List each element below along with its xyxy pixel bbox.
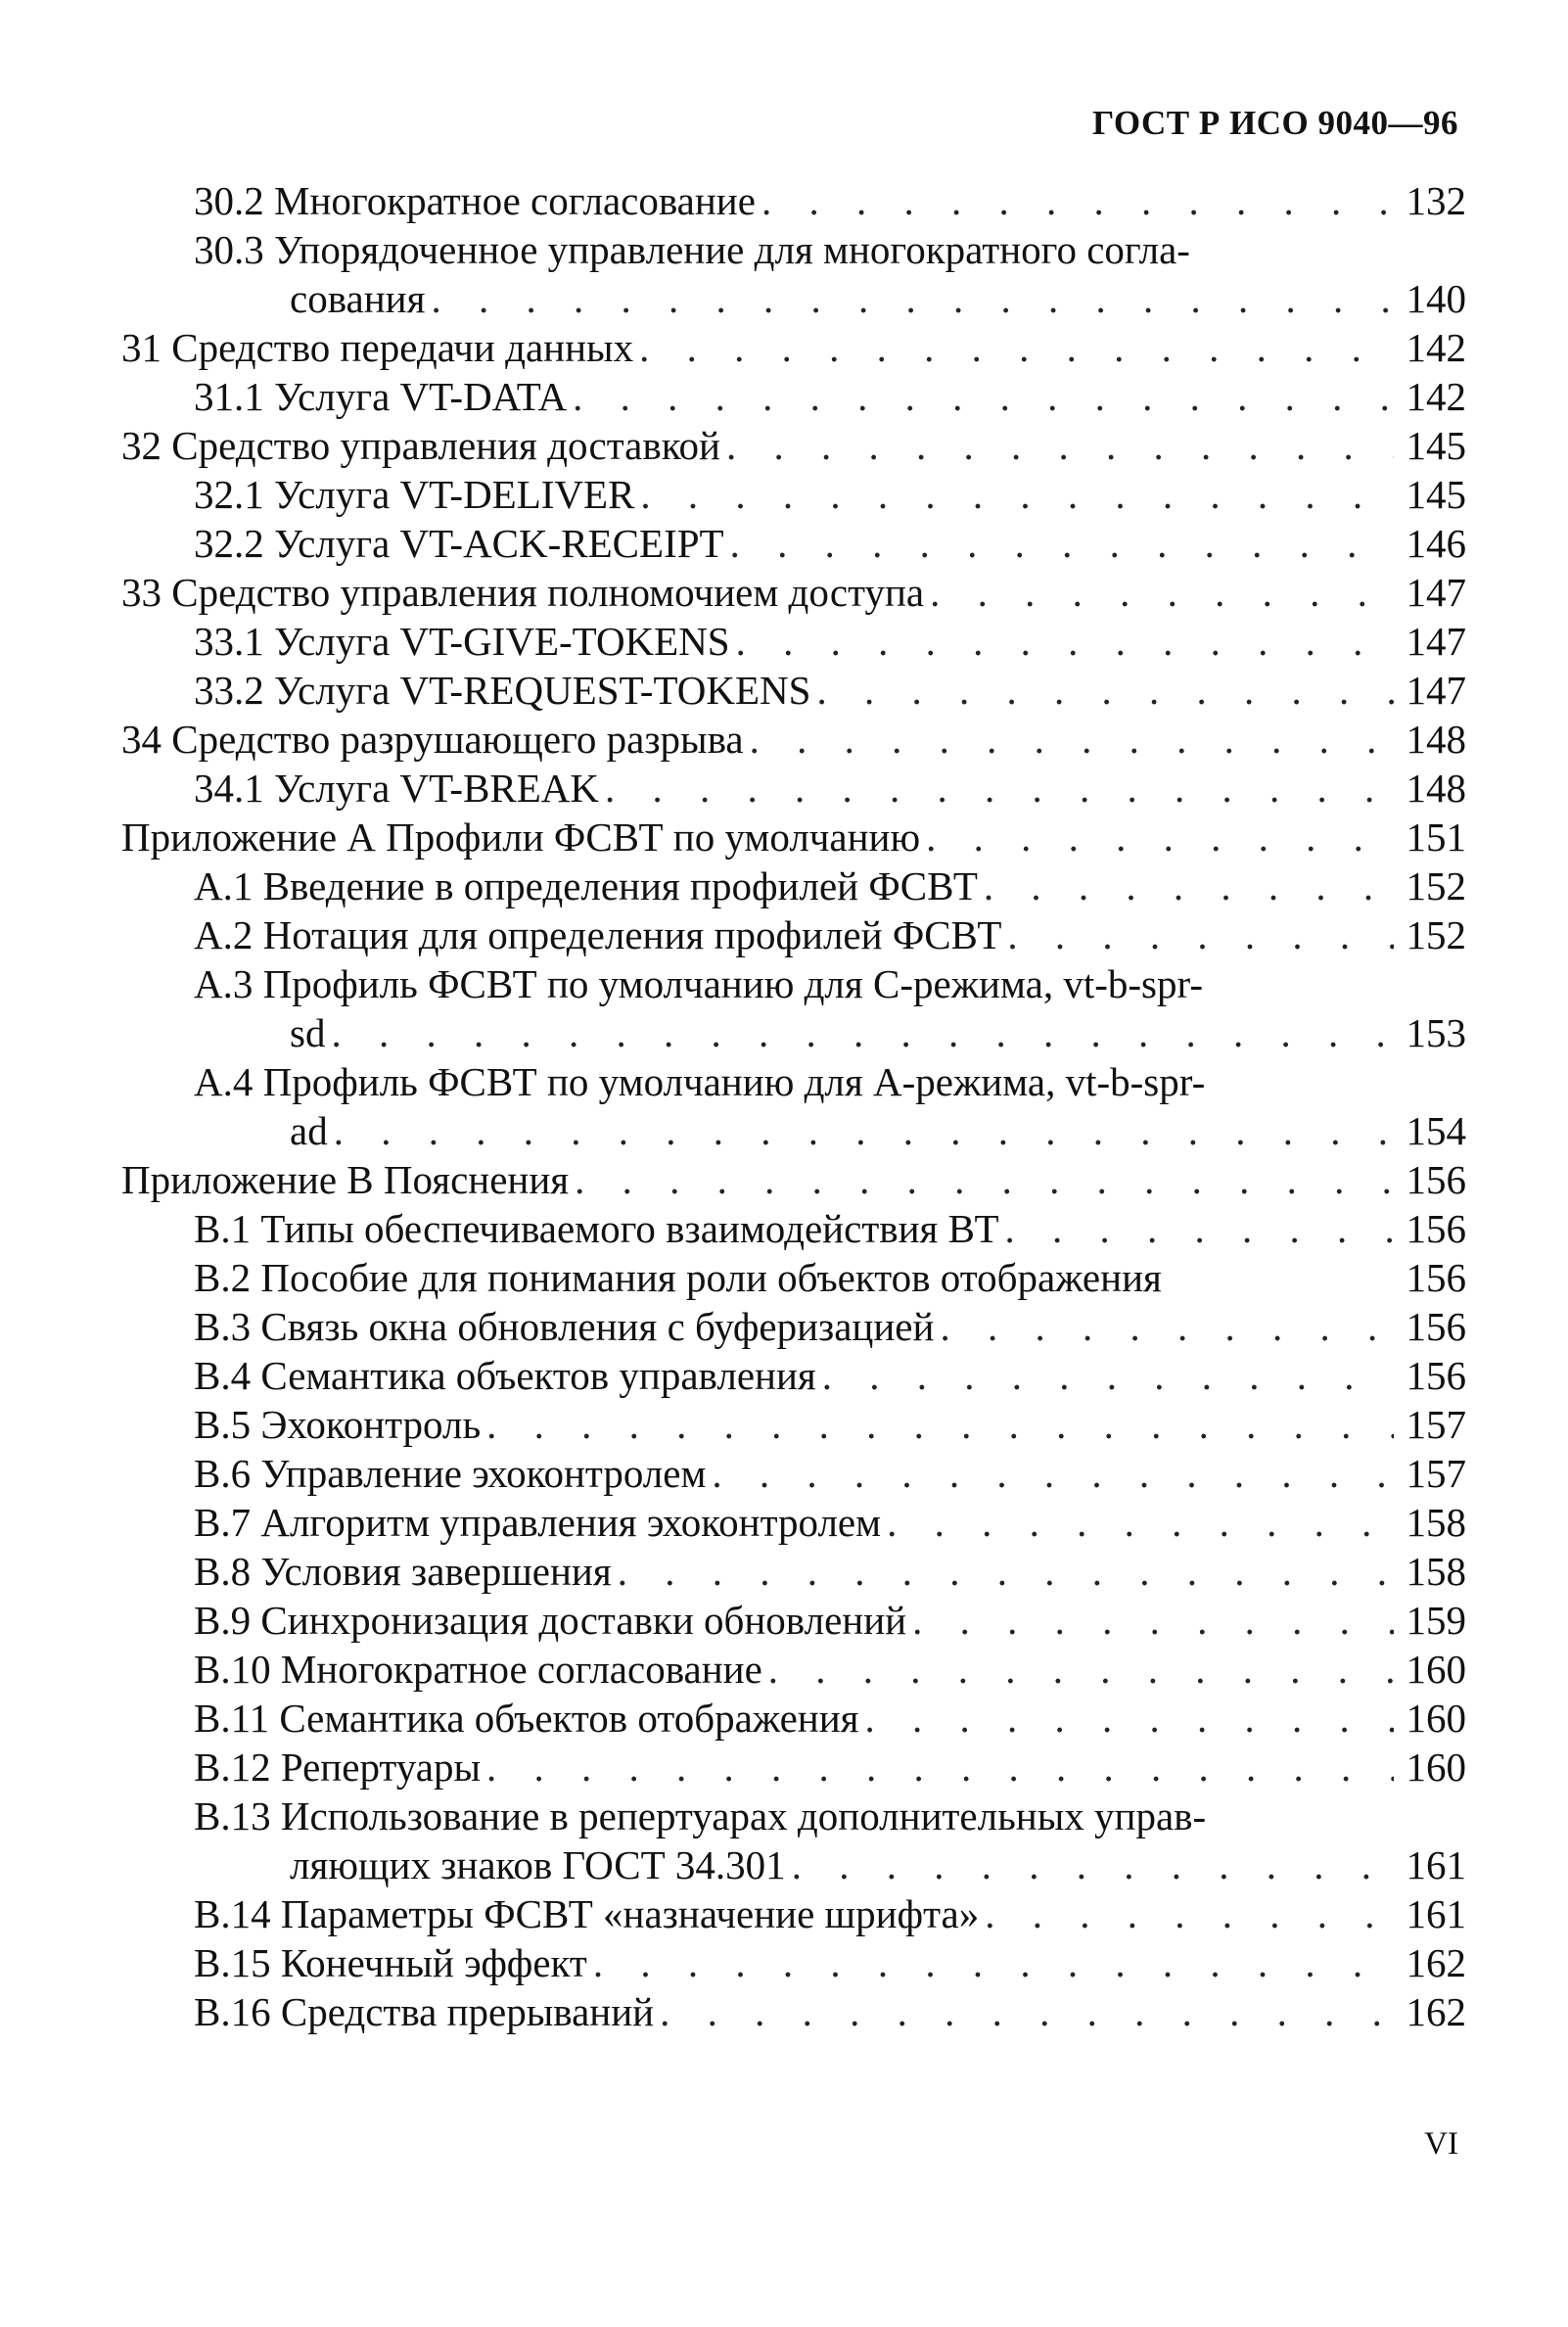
toc-page-number: 148 [1406,717,1466,762]
dot-leader [926,813,1394,861]
toc-page-number: 142 [1406,374,1466,419]
toc-entry-title: В.16 Средства прерываний [194,1989,655,2034]
toc-entry-title: В.5 Эхоконтроль [194,1402,482,1447]
toc-subsection-entry [121,1253,1466,1302]
dot-leader [792,1840,1394,1889]
dot-leader [816,666,1394,715]
toc-subsection-entry [121,1057,1466,1155]
toc-section-entry [121,323,1466,372]
toc-page-number: 160 [1406,1647,1466,1692]
toc-subsection-entry [121,1204,1466,1253]
dot-leader [573,372,1394,421]
toc-page-number: 145 [1406,423,1466,468]
toc-subsection-entry [121,1547,1466,1596]
dot-leader [768,1645,1394,1694]
toc-entry-title: А.1 Введение в определения профилей ФСВТ [194,863,978,908]
dot-leader [640,470,1394,519]
toc-subsection-entry [121,617,1466,666]
toc-subsection-entry [121,959,1466,1057]
dot-leader [985,1889,1394,1938]
dot-leader [736,617,1394,666]
toc-page-number: 147 [1406,619,1466,664]
toc-entry-title: В.3 Связь окна обновления с буферизацией [194,1304,935,1349]
toc-subsection-entry [121,1889,1466,1938]
toc-entry-title: 32 Средство управления доставкой [121,423,720,468]
toc-page-number: 157 [1406,1402,1466,1447]
toc-entry-title: 33.2 Услуга VT-REQUEST-TOKENS [194,668,811,713]
toc-entry-title: В.12 Репертуары [194,1745,481,1790]
running-header: ГОСТ Р ИСО 9040—96 [1091,104,1458,142]
toc-entry-title: В.1 Типы обеспечиваемого взаимодействия ВТ [194,1206,999,1251]
toc-section-entry [121,421,1466,470]
dot-leader [1005,1204,1394,1253]
toc-page-number: 147 [1406,668,1466,713]
toc-subsection-entry [121,1743,1466,1792]
toc-page-number: 153 [1406,1010,1466,1055]
toc-subsection-entry [121,1792,1466,1889]
dot-leader [331,1008,1394,1057]
dot-leader [912,1596,1394,1645]
toc-page-number: 152 [1406,912,1466,957]
toc-entry-title-line1: 30.3 Упорядоченное управление для многократного согла- [194,227,1190,272]
dot-leader [726,421,1394,470]
toc-page-number: 132 [1406,178,1466,223]
toc-subsection-entry [121,666,1466,715]
toc-page-number: 156 [1406,1157,1466,1202]
toc-entry-title: 32.1 Услуга VT-DELIVER [194,472,635,517]
toc-entry-title-line1: А.4 Профиль ФСВТ по умолчанию для А-режима, vt-b-spr- [194,1059,1206,1104]
dot-leader [712,1449,1394,1498]
toc-entry-title: ляющих знаков ГОСТ 34.301 [290,1842,786,1887]
dot-leader [930,568,1394,617]
toc-entry-title: сования [290,276,426,321]
toc-page-number: 158 [1406,1549,1466,1594]
toc-entry-title: Приложение В Пояснения [121,1157,570,1202]
toc-entry-title: В.10 Многократное согласование [194,1647,762,1692]
toc-subsection-entry [121,910,1466,959]
toc-page-number: 160 [1406,1696,1466,1741]
toc-subsection-entry [121,470,1466,519]
toc-subsection-entry [121,1498,1466,1547]
dot-leader [940,1302,1394,1351]
toc-subsection-entry [121,861,1466,910]
toc-entry-title: Приложение А Профили ФСВТ по умолчанию [121,814,921,860]
toc-entry-title: В.14 Параметры ФСВТ «назначение шрифта» [194,1891,980,1936]
dot-leader [334,1106,1394,1155]
toc-entry-title: 31 Средство передачи данных [121,325,634,370]
toc-page-number: 140 [1406,276,1466,321]
toc-page-number: 161 [1406,1891,1466,1936]
toc-entry-title: sd [290,1010,326,1055]
dot-leader [750,715,1394,764]
toc-page-number: 160 [1406,1745,1466,1790]
toc-entry-title: В.6 Управление эхоконтролем [194,1451,707,1496]
toc-entry-title: 31.1 Услуга VT-DATA [194,374,568,419]
dot-leader [486,1400,1394,1449]
table-of-contents [121,176,1466,2036]
dot-leader [431,274,1394,323]
dot-leader [730,519,1394,568]
dot-leader [822,1351,1394,1400]
toc-entry-title-line1: В.13 Использование в репертуарах дополнительных управ- [194,1793,1207,1838]
toc-entry-title: В.15 Конечный эффект [194,1940,587,1985]
toc-page-number: 156 [1406,1304,1466,1349]
dot-leader [660,1987,1394,2036]
dot-leader [984,861,1394,910]
toc-subsection-entry [121,1694,1466,1743]
dot-leader [605,764,1394,813]
toc-page-number: 152 [1406,863,1466,908]
dot-leader [593,1938,1394,1987]
toc-subsection-entry [121,176,1466,225]
dot-leader [865,1694,1394,1743]
toc-entry-title: В.11 Семантика объектов отображения [194,1696,859,1741]
page-number-footer: VI [1424,2126,1458,2162]
dot-leader [639,323,1394,372]
toc-entry-title: 33.1 Услуга VT-GIVE-TOKENS [194,619,730,664]
toc-subsection-entry [121,1645,1466,1694]
dot-leader [486,1743,1394,1792]
toc-subsection-entry [121,1938,1466,1987]
toc-section-entry [121,568,1466,617]
toc-page-number: 162 [1406,1989,1466,2034]
dot-leader [1007,910,1394,959]
toc-entry-title: 33 Средство управления полномочием доступа [121,570,925,615]
toc-page-number: 146 [1406,521,1466,566]
toc-section-entry [121,1155,1466,1204]
toc-entry-title: ad [290,1108,328,1153]
toc-subsection-entry [121,1302,1466,1351]
toc-entry-title: 34 Средство разрушающего разрыва [121,717,744,762]
toc-page-number: 158 [1406,1500,1466,1545]
toc-entry-title: В.2 Пособие для понимания роли объектов отображения [194,1255,1162,1300]
toc-page-number: 148 [1406,766,1466,811]
toc-entry-title: 32.2 Услуга VT-ACK-RECEIPT [194,521,724,566]
toc-page-number: 151 [1406,814,1466,860]
toc-entry-title-line1: А.3 Профиль ФСВТ по умолчанию для С-режима, vt-b-spr- [194,961,1203,1006]
toc-subsection-entry [121,764,1466,813]
toc-subsection-entry [121,1596,1466,1645]
toc-page-number: 156 [1406,1353,1466,1398]
toc-page-number: 156 [1406,1255,1466,1300]
toc-entry-title: В.4 Семантика объектов управления [194,1353,816,1398]
toc-entry-title: 34.1 Услуга VT-BREAK [194,766,600,811]
toc-entry-title: В.8 Условия завершения [194,1549,612,1594]
toc-entry-title: 30.2 Многократное согласование [194,178,756,223]
toc-page-number: 142 [1406,325,1466,370]
toc-entry-title: В.7 Алгоритм управления эхоконтролем [194,1500,882,1545]
toc-entry-title: В.9 Синхронизация доставки обновлений [194,1598,907,1643]
toc-page-number: 156 [1406,1206,1466,1251]
toc-section-entry [121,813,1466,861]
toc-page-number: 159 [1406,1598,1466,1643]
toc-page-number: 147 [1406,570,1466,615]
toc-subsection-entry [121,1987,1466,2036]
toc-subsection-entry [121,372,1466,421]
toc-page-number: 162 [1406,1940,1466,1985]
toc-page-number: 145 [1406,472,1466,517]
toc-page-number: 161 [1406,1842,1466,1887]
dot-leader [887,1498,1394,1547]
toc-subsection-entry [121,1449,1466,1498]
toc-section-entry [121,715,1466,764]
dot-leader [618,1547,1394,1596]
dot-leader [575,1155,1394,1204]
toc-subsection-entry [121,1351,1466,1400]
dot-leader [761,176,1394,225]
toc-entry-title: А.2 Нотация для определения профилей ФСВТ [194,912,1002,957]
toc-subsection-entry [121,519,1466,568]
toc-page-number: 157 [1406,1451,1466,1496]
toc-subsection-entry [121,225,1466,323]
toc-subsection-entry [121,1400,1466,1449]
toc-page-number: 154 [1406,1108,1466,1153]
